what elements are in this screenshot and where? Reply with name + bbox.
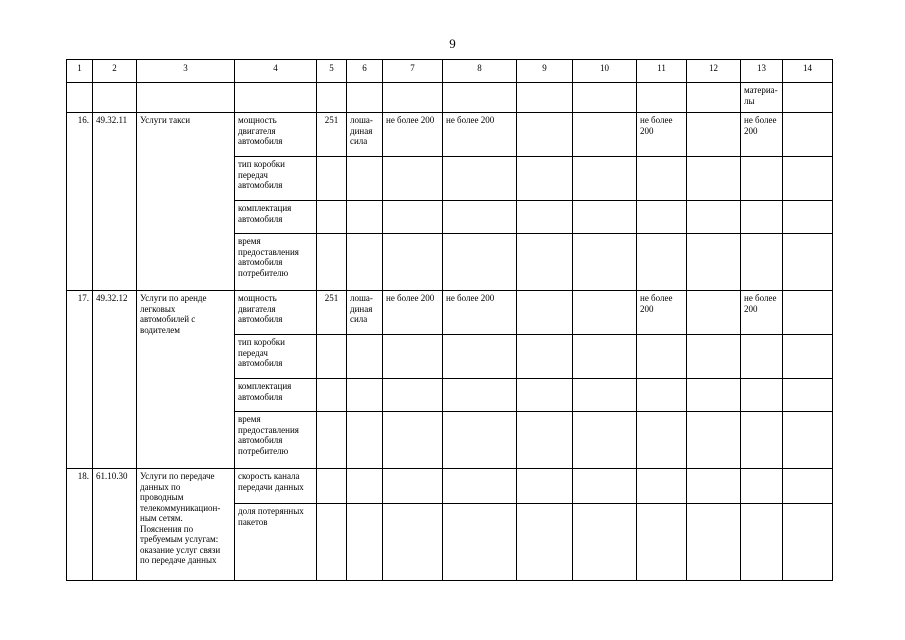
value-col13	[741, 469, 783, 504]
value-col11	[637, 379, 687, 412]
value-col11	[637, 469, 687, 504]
characteristic: время предоставления автомобиля потребителю	[235, 412, 317, 469]
value-col8: не более 200	[443, 291, 517, 335]
column-number-9: 9	[517, 60, 573, 83]
value-col14	[783, 113, 833, 157]
value-col12	[687, 157, 741, 201]
table-row	[67, 469, 833, 504]
characteristic: тип коробки передач автомобиля	[235, 335, 317, 379]
column-number-8: 8	[443, 60, 517, 83]
unit-code: 251	[317, 113, 347, 157]
unit-code	[317, 469, 347, 504]
value-col12	[687, 113, 741, 157]
item-code: 61.10.30	[93, 469, 137, 581]
value-col11: не более 200	[637, 113, 687, 157]
value-col13	[741, 234, 783, 291]
value-col9	[517, 379, 573, 412]
unit-name	[347, 201, 383, 234]
value-col7	[383, 504, 443, 581]
cell	[383, 83, 443, 113]
value-col13: не более 200	[741, 291, 783, 335]
value-col9	[517, 234, 573, 291]
value-col14	[783, 379, 833, 412]
item-name: Услуги по аренде легковых автомобилей с водителем	[137, 291, 235, 469]
cell	[637, 83, 687, 113]
item-code: 49.32.12	[93, 291, 137, 469]
value-col11	[637, 335, 687, 379]
value-col14	[783, 469, 833, 504]
value-col13	[741, 412, 783, 469]
value-col8	[443, 412, 517, 469]
unit-name: лоша- диная сила	[347, 113, 383, 157]
characteristic: доля потерянных пакетов	[235, 504, 317, 581]
value-col13	[741, 379, 783, 412]
value-col7	[383, 234, 443, 291]
value-col8	[443, 335, 517, 379]
value-col11: не более 200	[637, 291, 687, 335]
value-col14	[783, 291, 833, 335]
page-number: 9	[449, 36, 456, 51]
column-number-13: 13	[741, 60, 783, 83]
unit-name	[347, 234, 383, 291]
continuation-col13: материа- лы	[741, 83, 783, 113]
value-col10	[573, 335, 637, 379]
value-col7	[383, 335, 443, 379]
cell	[347, 83, 383, 113]
value-col12	[687, 234, 741, 291]
characteristic: мощность двигателя автомобиля	[235, 291, 317, 335]
item-name: Услуги по передаче данных по проводным телекоммуникацион- ным сетям. Пояснения по требуемым услугам: оказание услуг связи по передаче данных	[137, 469, 235, 581]
value-col7	[383, 412, 443, 469]
value-col12	[687, 469, 741, 504]
column-number-6: 6	[347, 60, 383, 83]
item-number: 17.	[67, 291, 93, 469]
value-col7: не более 200	[383, 291, 443, 335]
column-number-1: 1	[67, 60, 93, 83]
value-col10	[573, 157, 637, 201]
value-col12	[687, 379, 741, 412]
header-row	[67, 60, 833, 83]
value-col10	[573, 504, 637, 581]
value-col7	[383, 469, 443, 504]
column-number-7: 7	[383, 60, 443, 83]
value-col8	[443, 157, 517, 201]
table-row	[67, 113, 833, 157]
column-number-5: 5	[317, 60, 347, 83]
value-col10	[573, 113, 637, 157]
value-col8	[443, 201, 517, 234]
value-col8: не более 200	[443, 113, 517, 157]
cell	[93, 83, 137, 113]
value-col10	[573, 234, 637, 291]
value-col12	[687, 504, 741, 581]
unit-name	[347, 157, 383, 201]
item-number: 18.	[67, 469, 93, 581]
unit-code	[317, 504, 347, 581]
value-col10	[573, 291, 637, 335]
cell	[67, 83, 93, 113]
value-col14	[783, 201, 833, 234]
value-col10	[573, 379, 637, 412]
characteristic: мощность двигателя автомобиля	[235, 113, 317, 157]
item-number: 16.	[67, 113, 93, 291]
cell	[517, 83, 573, 113]
continuation-row	[67, 83, 833, 113]
unit-name	[347, 412, 383, 469]
value-col13	[741, 504, 783, 581]
value-col12	[687, 291, 741, 335]
value-col11	[637, 157, 687, 201]
unit-name	[347, 379, 383, 412]
characteristic: комплектация автомобиля	[235, 201, 317, 234]
value-col14	[783, 504, 833, 581]
characteristic: скорость канала передачи данных	[235, 469, 317, 504]
value-col14	[783, 157, 833, 201]
unit-code: 251	[317, 291, 347, 335]
value-col13	[741, 201, 783, 234]
value-col9	[517, 335, 573, 379]
value-col9	[517, 113, 573, 157]
value-col8	[443, 469, 517, 504]
value-col14	[783, 335, 833, 379]
characteristic: комплектация автомобиля	[235, 379, 317, 412]
value-col9	[517, 469, 573, 504]
unit-code	[317, 412, 347, 469]
column-number-4: 4	[235, 60, 317, 83]
column-number-12: 12	[687, 60, 741, 83]
unit-code	[317, 379, 347, 412]
value-col12	[687, 412, 741, 469]
unit-name	[347, 335, 383, 379]
value-col14	[783, 234, 833, 291]
column-number-11: 11	[637, 60, 687, 83]
column-number-2: 2	[93, 60, 137, 83]
characteristic: время предоставления автомобиля потребителю	[235, 234, 317, 291]
unit-code	[317, 335, 347, 379]
value-col10	[573, 201, 637, 234]
requirements-table	[66, 59, 833, 581]
column-number-10: 10	[573, 60, 637, 83]
value-col8	[443, 504, 517, 581]
value-col13: не более 200	[741, 113, 783, 157]
value-col9	[517, 504, 573, 581]
value-col10	[573, 469, 637, 504]
cell	[137, 83, 235, 113]
value-col9	[517, 291, 573, 335]
column-number-14: 14	[783, 60, 833, 83]
column-number-3: 3	[137, 60, 235, 83]
value-col14	[783, 412, 833, 469]
value-col9	[517, 157, 573, 201]
unit-code	[317, 234, 347, 291]
unit-code	[317, 201, 347, 234]
characteristic: тип коробки передач автомобиля	[235, 157, 317, 201]
table-body	[67, 60, 833, 581]
value-col11	[637, 201, 687, 234]
value-col12	[687, 335, 741, 379]
value-col13	[741, 335, 783, 379]
value-col7	[383, 157, 443, 201]
value-col9	[517, 201, 573, 234]
value-col9	[517, 412, 573, 469]
value-col8	[443, 234, 517, 291]
unit-name	[347, 504, 383, 581]
cell	[317, 83, 347, 113]
cell	[783, 83, 833, 113]
cell	[235, 83, 317, 113]
value-col11	[637, 412, 687, 469]
cell	[687, 83, 741, 113]
unit-code	[317, 157, 347, 201]
value-col11	[637, 504, 687, 581]
cell	[443, 83, 517, 113]
value-col7	[383, 201, 443, 234]
item-code: 49.32.11	[93, 113, 137, 291]
value-col13	[741, 157, 783, 201]
value-col8	[443, 379, 517, 412]
item-name: Услуги такси	[137, 113, 235, 291]
value-col7: не более 200	[383, 113, 443, 157]
unit-name: лоша- диная сила	[347, 291, 383, 335]
value-col11	[637, 234, 687, 291]
value-col12	[687, 201, 741, 234]
table-row	[67, 291, 833, 335]
unit-name	[347, 469, 383, 504]
cell	[573, 83, 637, 113]
value-col7	[383, 379, 443, 412]
value-col10	[573, 412, 637, 469]
